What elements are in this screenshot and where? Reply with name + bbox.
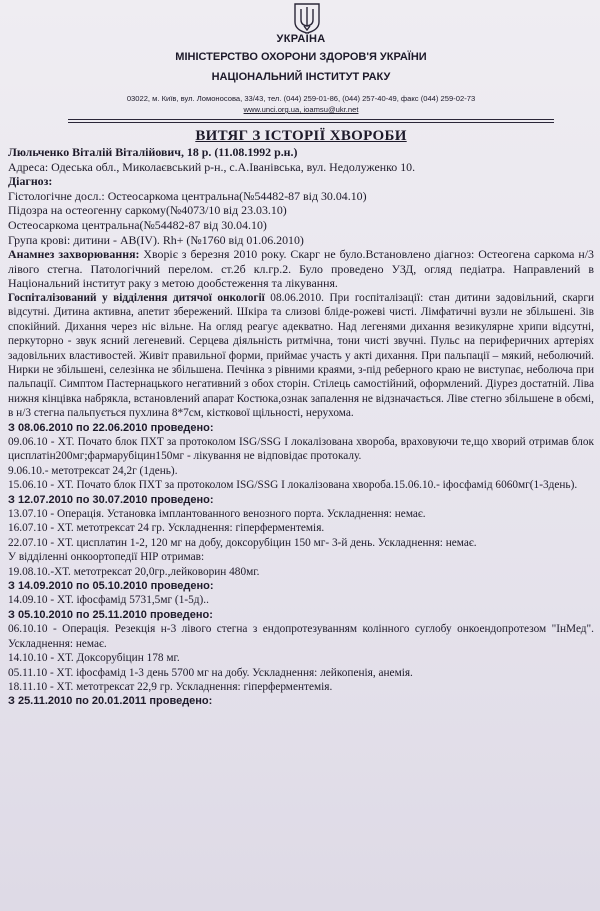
period-label: З 12.07.2010 по 30.07.2010 проведено: <box>8 493 214 506</box>
diagnosis-line: Група крові: дитини - АВ(IV). Rh+ (№1760 від 01.06.2010) <box>8 232 304 247</box>
period-label: З 08.06.2010 по 22.06.2010 проведено: <box>8 421 214 434</box>
diagnosis-line: Гістологічне досл.: Остеосаркома центральна(№54482-87 від 30.04.10) <box>8 188 367 203</box>
anamnesis-label: Анамнез захворювання: <box>8 247 140 262</box>
hospitalization-text: 08.06.2010. При госпіталізації: стан дитини задовільний, скарги відсутні. Дитина активна, апетит збережений. Шкіра та слизові бліде-рожеві чисті. Лімфатичні вузли не збільшені. Зів спокійний. Дихання через ніс вільне. На огляд реагує адекватно. Над легенями дихання везикулярне хрипи відсутні, перкуторно - звук ясний легеневий. Серцева діяльність ритмічна, тони чисті звучні. Пульс на периферичних артеріях задовільних властивостей. Живіт правильної форми, приймає участь у акті дихання. При пальпації – мякий, неболючий. Нирки не збільшені, селезінка не збільшена. Печінка з рівними краями, з-під реберного краю не виступає, неболюча при пальпації. Симптом Пастернацького негативний з обох сторін. Стілець самостійний, оформлений. Діурез достатній. Ліва нижня кінцівка набрякла, встановлений апарат Костюка,ознак запалення не відзначається. Ліве стегно збільшене в обємі, в н/3 стегна пальпується пухлина 8*7см, кісткової щільності, нерухома. <box>8 291 594 420</box>
diagnosis-line: Остеосаркома центральна(№54482-87 від 30.04.10) <box>8 217 267 232</box>
document-title: ВИТЯГ З ІСТОРІЇ ХВОРОБИ <box>195 128 407 144</box>
treatment-line: 16.07.10 - ХТ. метотрексат 24 гр. Ускладнення: гіперферментемія. <box>8 522 325 535</box>
patient-info: 18 р. (11.08.1992 р.н.) <box>183 145 298 159</box>
header-rule <box>68 119 554 120</box>
period-label: З 05.10.2010 по 25.11.2010 проведено: <box>8 608 213 621</box>
treatment-line: 9.06.10.- метотрексат 24,2г (1день). <box>8 464 178 477</box>
treatment-line: 18.11.10 - ХТ. метотрексат 22,9 гр. Ускладнення: гіперферментемія. <box>8 680 333 693</box>
ministry-name: МІНІСТЕРСТВО ОХОРОНИ ЗДОРОВ'Я УКРАЇНИ <box>175 51 427 63</box>
anamnesis-text: Хворіє з березня 2010 року. Скарг не було.Встановлено діагноз: Остеогена саркома н/3 лівого стегна. Патологічний перелом. ст.2б кл.гр.2. Було проведено УЗД, огляд педіатра. Направлений в Національний інститут раку з метою дообстеження та лікування. <box>8 247 594 291</box>
anamnesis-paragraph <box>8 247 594 291</box>
institute-name: НАЦІОНАЛЬНИЙ ІНСТИТУТ РАКУ <box>211 71 391 83</box>
treatment-line: 22.07.10 - ХТ. цисплатин 1-2, 120 мг на добу, доксорубіцин 150 мг- 3-й день. Ускладнення: немає. <box>8 536 477 549</box>
treatment-line: 14.09.10 - ХТ. іфосфамід 5731,5мг (1-5д).. <box>8 594 209 607</box>
diagnosis-label: Діагноз: <box>8 174 53 189</box>
treatment-line: 09.06.10 - ХТ. Почато блок ПХТ за протоколом ISG/SSG I локалізована хвороба, враховуючи те,що хворий отримав блок цисплатін200мг;фармарубіцин150мг - лікування не відповідає протокалу. <box>8 436 594 463</box>
treatment-line: 15.06.10 - ХТ. Почато блок ПХТ за протоколом ISG/SSG I локалізована хвороба.15.06.10.- іфосфамід 6060мг(1-3день). <box>8 479 578 492</box>
treatment-line: 19.08.10.-ХТ. метотрексат 20,0гр.,лейковорин 480мг. <box>8 565 260 578</box>
letterhead <box>8 0 594 126</box>
institute-web <box>8 105 594 114</box>
hospitalization-label: Госпіталізований у відділення дитячої онкології <box>8 291 265 304</box>
header-rule-2 <box>68 122 554 123</box>
treatment-period <box>8 421 594 493</box>
treatment-line: 14.10.10 - ХТ. Доксорубіцин 178 мг. <box>8 652 180 665</box>
treatment-line: 05.11.10 - ХТ. іфосфамід 1-3 день 5700 мг на добу. Ускладнення: лейкопенія, анемія. <box>8 666 413 679</box>
patient-line <box>8 145 594 160</box>
patient-name: Люльченко Віталій Віталійович, <box>8 145 184 159</box>
trident-emblem-icon <box>292 2 322 34</box>
treatment-line: 13.07.10 - Операція. Установка імплантованного венозного порта. Ускладнення: немає. <box>8 508 426 521</box>
web-contacts: www.unci.org.ua, ioamsu@ukr.net <box>243 105 359 114</box>
document-body <box>8 145 594 709</box>
treatment-period <box>8 579 594 608</box>
patient-address: Адреса: Одеська обл., Миколаєвський р-н., с.А.Іванівська, вул. Недолуженко 10. <box>8 159 416 174</box>
institute-address: 03022, м. Київ, вул. Ломоносова, 33/43, тел. (044) 259-01-86, (044) 257-40-49, факс (044) 259-02-73 <box>126 94 476 103</box>
treatment-line: 06.10.10 - Операція. Резекція н-3 лівого стегна з ендопротезуванням колінного суглобу онкоендопротезом "ІнМед". Ускладнення: немає. <box>8 623 594 650</box>
period-label: З 14.09.2010 по 05.10.2010 проведено: <box>8 580 214 593</box>
hospitalization-paragraph <box>8 291 594 421</box>
period-label: З 25.11.2010 по 20.01.2011 проведено: <box>8 695 213 708</box>
country-name: УКРАЇНА <box>276 33 326 45</box>
treatment-period <box>8 493 594 579</box>
diagnosis-line: Підозра на остеогенну саркому(№4073/10 від 23.03.10) <box>8 203 287 218</box>
treatment-line: У відділенні онкоортопедії НІР отримав: <box>8 551 205 564</box>
treatment-period <box>8 608 594 694</box>
treatment-period <box>8 694 594 708</box>
